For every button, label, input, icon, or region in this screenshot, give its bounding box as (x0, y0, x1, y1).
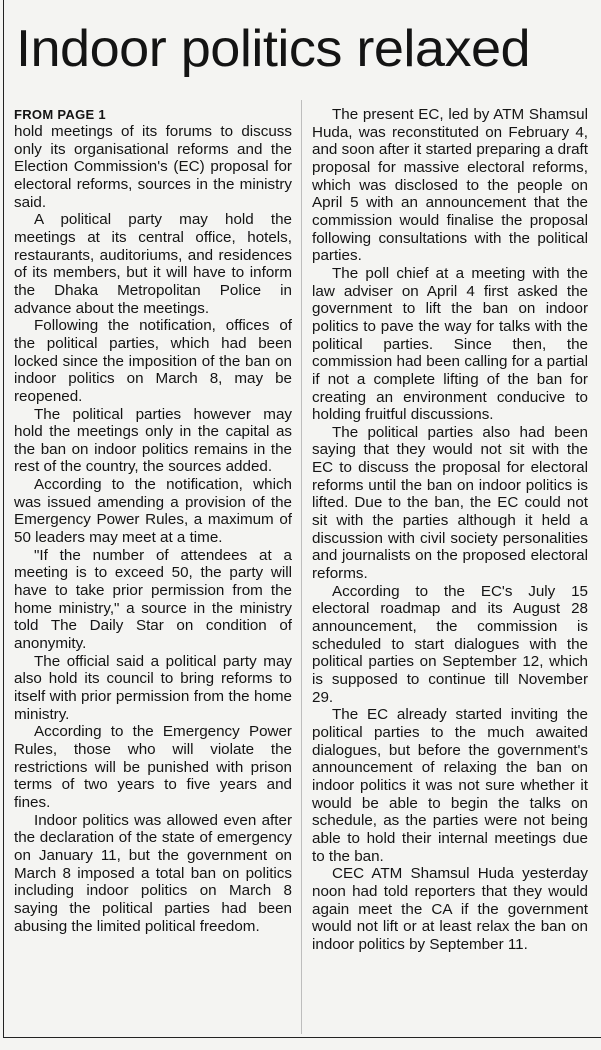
continuation-kicker: FROM PAGE 1 (14, 107, 106, 122)
article-paragraph: The poll chief at a meeting with the law adviser on April 4 first asked the government to lift the ban on indoor politics to pave the way for talks with the political parties. Since then, the commission had been calling for a partial if not a complete lifting of the ban for creating an environment conducive to holding fruitful discussions. (312, 264, 588, 424)
column-divider (301, 100, 302, 1034)
left-border-rule (3, 0, 4, 1038)
article-paragraph: According to the EC's July 15 electoral roadmap and its August 28 announcement, the commission is scheduled to start dialogues with the political parties on September 12, which is supposed to continue till November 29. (312, 582, 588, 706)
article-paragraph: According to the Emergency Power Rules, those who will violate the restrictions will be punished with prison terms of two years to five years and fines. (14, 723, 292, 811)
article-headline: Indoor politics relaxed (16, 20, 531, 78)
article-paragraph: A political party may hold the meetings at its central office, hotels, restaurants, auditoriums, and residences of its members, but it will have to inform the Dhaka Metropolitan Police in advance about the meetings. (14, 211, 292, 317)
article-paragraph: According to the notification, which was issued amending a provision of the Emergency Power Rules, a maximum of 50 leaders may meet at a time. (14, 476, 292, 547)
article-paragraph: Indoor politics was allowed even after the declaration of the state of emergency on January 11, but the government on March 8 imposed a total ban on politics including indoor politics on March 8 saying the political parties had been abusing the limited political freedom. (14, 811, 292, 935)
article-paragraph: CEC ATM Shamsul Huda yesterday noon had told reporters that they would again meet the CA if the government would not lift or at least relax the ban on indoor politics by September 11. (312, 865, 588, 953)
bottom-border-rule (3, 1037, 601, 1038)
article-paragraph: The present EC, led by ATM Shamsul Huda, was reconstituted on February 4, and soon after it started preparing a draft proposal for massive electoral reforms, which was disclosed to the people on April 5 with an announcement that the commission would finalise the proposal following consultations with the political parties. (312, 106, 588, 265)
article-paragraph: The official said a political party may also hold its council to bring reforms to itself with prior permission from the home ministry. (14, 652, 292, 723)
article-paragraph: Following the notification, offices of the political parties, which had been locked since the imposition of the ban on indoor politics on March 8, may be reopened. (14, 317, 292, 405)
article-paragraph: "If the number of attendees at a meeting is to exceed 50, the party will have to take prior permission from the home ministry," a source in the ministry told The Daily Star on condition of anonymity. (14, 546, 292, 653)
left-text-column (14, 106, 292, 935)
article-paragraph: hold meetings of its forums to discuss only its organisational reforms and the Election Commission's (EC) proposal for electoral reforms, sources in the ministry said. (14, 123, 292, 211)
article-paragraph: The EC already started inviting the political parties to the much awaited dialogues, but before the government's announcement of relaxing the ban on indoor politics it was not sure whether it would be able to begin the talks on schedule, as the parties were not being able to hold their internal meetings due to the ban. (312, 706, 588, 865)
article-paragraph: The political parties also had been saying that they would not sit with the EC to discuss the proposal for electoral reforms until the ban on indoor politics is lifted. Due to the ban, the EC could not sit with the parties although it held a discussion with civil society personalities and journalists on the proposed electoral reforms. (312, 423, 588, 583)
article-paragraph: The political parties however may hold the meetings only in the capital as the ban on indoor politics remains in the rest of the country, the sources added. (14, 405, 292, 476)
right-text-column (312, 106, 588, 954)
